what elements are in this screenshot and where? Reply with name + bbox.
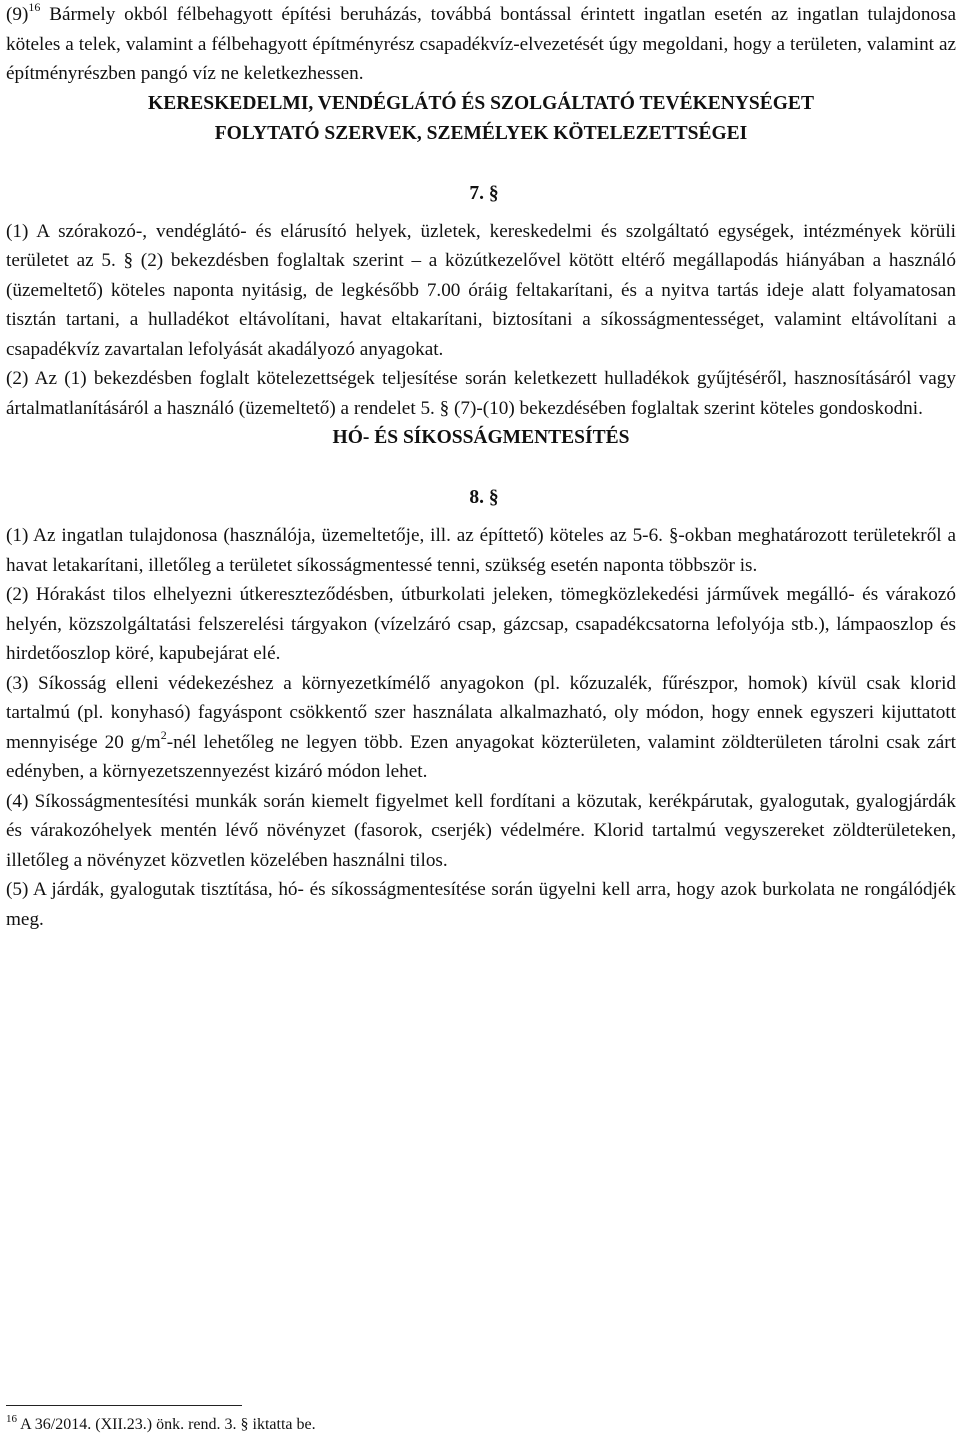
article-7-paragraph-2: (2) Az (1) bekezdésben foglalt kötelezettségek teljesítése során keletkezett hulladékok gyűjtéséről, hasznosításáról vagy ártalmatlanításáról a használó (üzemeltető) a rendelet 5. § (7)-(10) bekezdésében foglaltak szerint köteles gondoskodni. xyxy=(6,368,956,419)
article-8-paragraph-2: (2) Hórakást tilos elhelyezni útkereszteződésben, útburkolati jeleken, tömegközlekedési járművek megálló- és várakozó helyén, közszolgáltatási felszerelési tárgyakon (vízelzáró csap, gázcsap, csapadékcsatorna lefolyója stb.), lámpaoszlop és hirdetőoszlop köré, kapubejárat elé. xyxy=(6,584,956,664)
section-heading-line-2: FOLYTATÓ SZERVEK, SZEMÉLYEK KÖTELEZETTSÉGEI xyxy=(214,122,748,144)
article-8-paragraph-4: (4) Síkosságmentesítési munkák során kiemelt figyelmet kell fordítani a közutak, kerékpárutak, gyalogutak, gyalogjárdák és várakozóhelyek mentén lévő növényzet (fasorok, cserjék) védelmére. Klorid tartalmú vegyszereket zöldterületeken, illetőleg a növényzet közvetlen közelében használni tilos. xyxy=(6,790,956,871)
section-heading-snow-ice: HÓ- ÉS SÍKOSSÁGMENTESÍTÉS xyxy=(332,427,630,448)
section-heading-line-1: KERESKEDELMI, VENDÉGLÁTÓ ÉS SZOLGÁLTATÓ TEVÉKENYSÉGET xyxy=(148,92,814,114)
article-8-paragraph-1: (1) Az ingatlan tulajdonosa (használója, üzemeltetője, ill. az építtető) köteles az 5-6. §-okban meghatározott területekről a havat letakarítani, illetőleg a területet síkosságmentessé tenni, szükség esetén naponta többször is. xyxy=(6,525,956,576)
article-8-paragraph-5: (5) A járdák, gyalogutak tisztítása, hó- és síkosságmentesítése során ügyelni kell arra, hogy azok burkolata ne rongálódjék meg. xyxy=(6,879,956,930)
article-7-number: 7. § xyxy=(469,182,499,204)
footnote-separator xyxy=(6,1405,242,1406)
footnote-number: 16 xyxy=(6,1413,17,1425)
footnote xyxy=(6,1414,316,1436)
section-heading-commercial xyxy=(6,89,956,149)
paragraph-3-text-end: -nél lehetőleg ne legyen több. Ezen anyagokat közterületen, valamint zöldterületen tárolni csak zárt edényben, a környezetszennyezést kizáró módon lehet. xyxy=(6,731,957,782)
article-8-number: 8. § xyxy=(469,487,499,508)
article-8-paragraph-3 xyxy=(6,669,956,787)
paragraph-3-text-start: (3) Síkosság elleni védekezéshez a környezetkímélő anyagokon (pl. kőzuzalék, fűrészpor, homok) kívül csak klorid tartalmú (pl. konyhasó) fagyáspont csökkentő szer használata alkalmazható, oly módon, hogy ennek egyszeri kijuttatott mennyisége 20 g/m xyxy=(6,672,956,753)
paragraph-label: (9) xyxy=(6,4,29,25)
footnote-text: A 36/2014. (XII.23.) önk. rend. 3. § iktatta be. xyxy=(17,1416,316,1433)
footnote-reference: 16 xyxy=(28,0,41,14)
document-page xyxy=(6,0,956,934)
paragraph-text: Bármely okból félbehagyott építési beruházás, továbbá bontással érintett ingatlan esetén az ingatlan tulajdonosa köteles a telek, valamint a félbehagyott építményrész csapadékvíz-elvezetését úgy megoldani, hogy a területen, valamint az építményrészben pangó víz ne keletkezhessen. xyxy=(6,4,956,84)
superscript-exponent: 2 xyxy=(160,727,167,742)
paragraph-9 xyxy=(6,0,956,89)
article-7-paragraph-1: (1) A szórakozó-, vendéglátó- és elárusító helyek, üzletek, kereskedelmi és szolgáltató egységek, intézmények körüli területet az 5. § (2) bekezdésben foglaltak szerint – a közútkezelővel kötött eltérő megállapodás hiányában a használó (üzemeltető) köteles naponta nyitásig, de legkésőbb 7.00 óráig feltakarítani, és a nyitva tartás ideje alatt folyamatosan tisztán tartani, a hulladékot eltávolítani, havat eltakarítani, biztosítani a síkosságmentességet, valamint eltávolítani a csapadékvíz zavartalan lefolyását akadályozó anyagokat. xyxy=(6,220,956,360)
